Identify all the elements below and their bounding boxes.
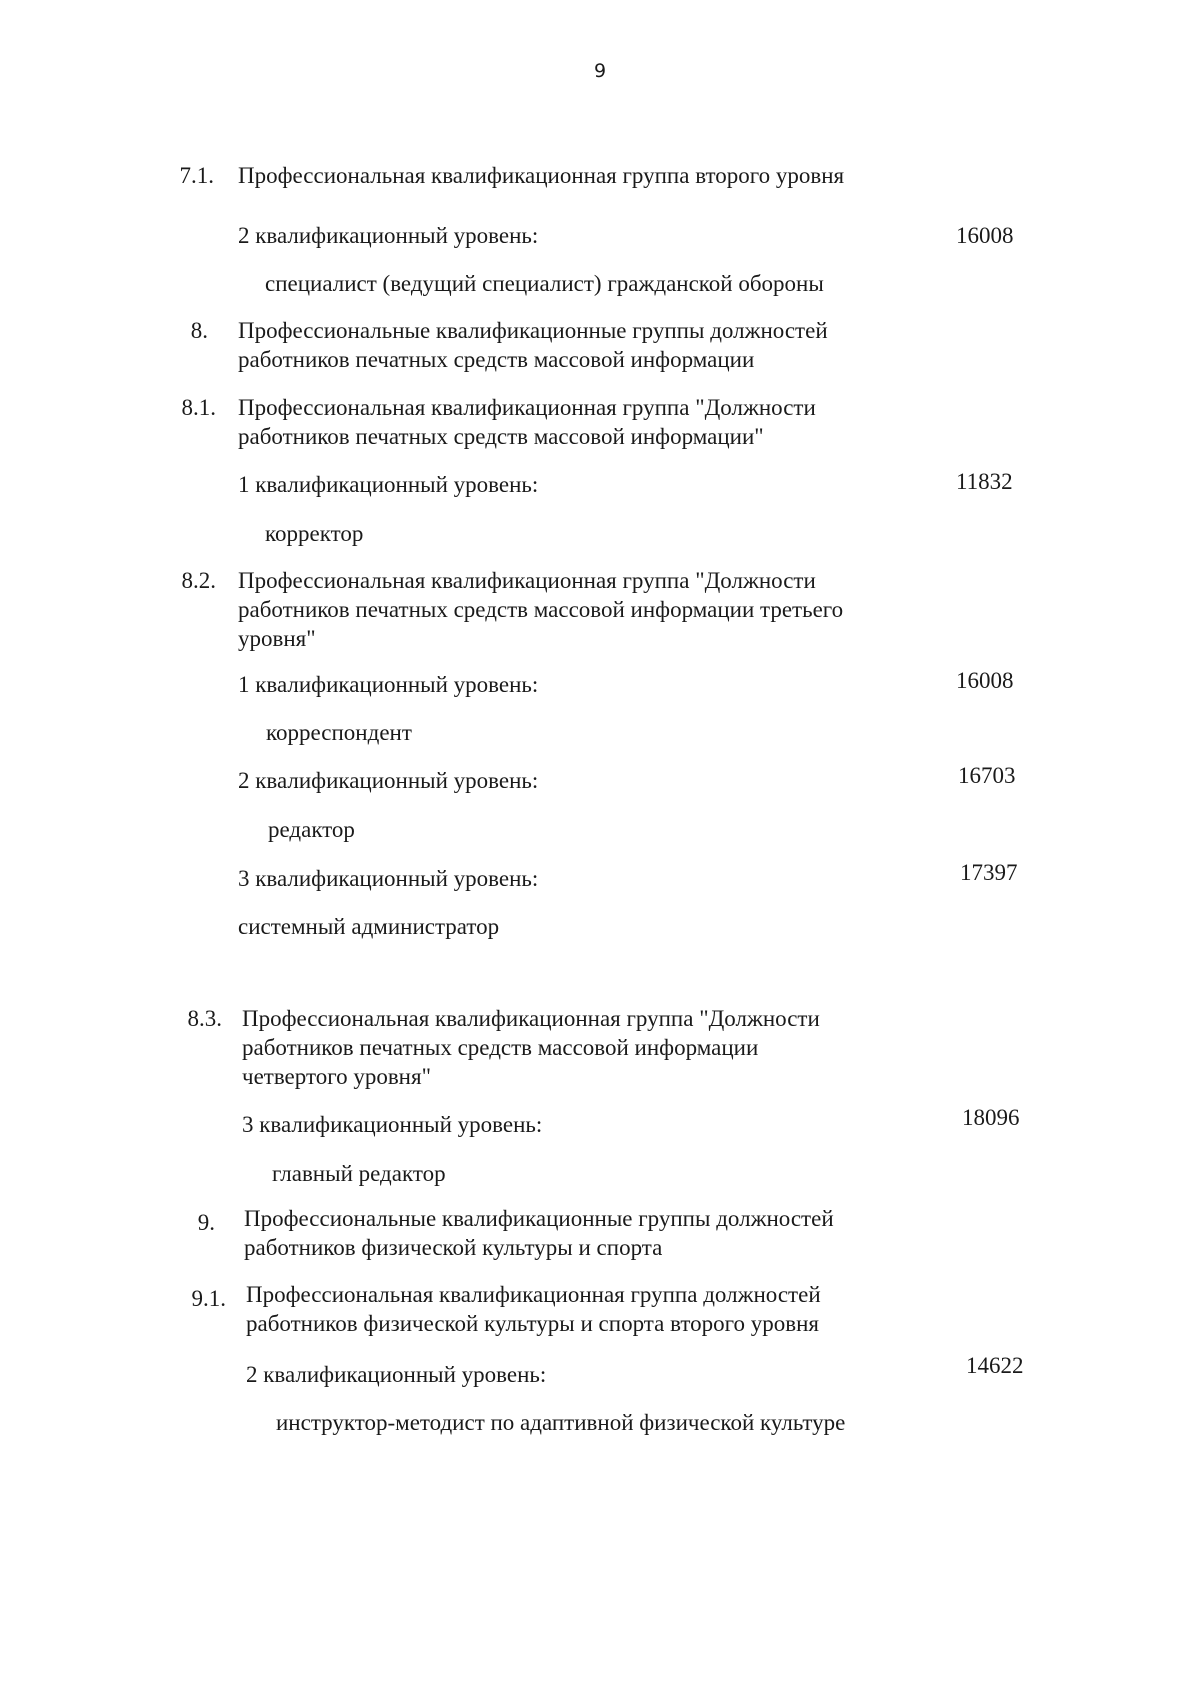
section-heading: Профессиональная квалификационная группа "Должности работников печатных средств массовой информации четвертого уровня" — [242, 1006, 820, 1089]
position-name: главный редактор — [272, 1161, 446, 1186]
section-number: 7.1. — [179, 163, 214, 188]
section-heading: Профессиональная квалификационная группа должностей работников физической культуры и спорта второго уровня — [246, 1282, 821, 1336]
salary-value: 14622 — [966, 1353, 1024, 1378]
position-name: редактор — [268, 817, 355, 842]
qualification-level: 3 квалификационный уровень: — [238, 866, 539, 891]
position-name: системный администратор — [238, 914, 500, 939]
qualification-level: 2 квалификационный уровень: — [238, 223, 539, 248]
salary-value: 16703 — [958, 763, 1016, 788]
salary-value: 11832 — [956, 469, 1013, 494]
position-name: специалист (ведущий специалист) гражданской обороны — [265, 271, 824, 296]
section-heading: Профессиональные квалификационные группы должностей работников печатных средств массовой информации — [238, 318, 828, 372]
qualification-level: 1 квалификационный уровень: — [238, 672, 539, 697]
qualification-level: 2 квалификационный уровень: — [238, 768, 539, 793]
position-name: корректор — [265, 521, 364, 546]
section-number: 8.1. — [181, 395, 216, 420]
salary-value: 18096 — [962, 1105, 1020, 1130]
salary-value: 16008 — [956, 668, 1014, 693]
qualification-level: 2 квалификационный уровень: — [246, 1362, 547, 1387]
position-name: инструктор-методист по адаптивной физической культуре — [276, 1410, 846, 1435]
section-number: 8.2. — [181, 568, 216, 593]
section-heading: Профессиональные квалификационные группы должностей работников физической культуры и спорта — [244, 1206, 834, 1260]
section-number: 9.1. — [191, 1286, 226, 1311]
qualification-level: 3 квалификационный уровень: — [242, 1112, 543, 1137]
section-number: 9. — [197, 1210, 215, 1235]
section-heading: Профессиональная квалификационная группа "Должности работников печатных средств массовой информации третьего уровня" — [238, 568, 844, 651]
page-number: 9 — [593, 60, 607, 82]
section-heading: Профессиональная квалификационная группа второго уровня — [238, 163, 845, 188]
position-name: корреспондент — [266, 720, 412, 745]
section-heading: Профессиональная квалификационная группа "Должности работников печатных средств массовой информации" — [238, 395, 816, 449]
salary-value: 17397 — [960, 860, 1018, 885]
section-number: 8. — [190, 318, 208, 343]
section-number: 8.3. — [187, 1006, 222, 1031]
qualification-level: 1 квалификационный уровень: — [238, 472, 539, 497]
salary-value: 16008 — [956, 223, 1014, 248]
